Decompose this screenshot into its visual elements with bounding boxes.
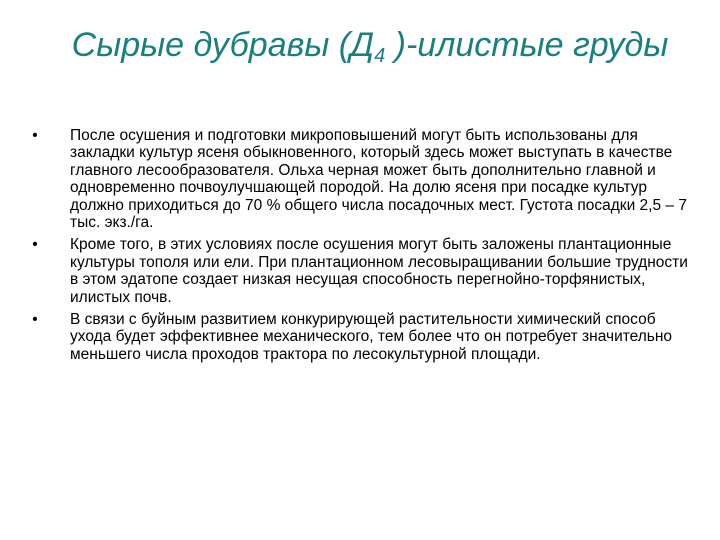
bullet-icon: • [32, 127, 38, 144]
slide-title [60, 22, 680, 68]
title-suffix: )-илистые груды [385, 26, 669, 64]
bullet-item [28, 236, 700, 306]
bullet-item [28, 311, 700, 363]
bullet-icon: • [32, 311, 38, 329]
bullet-icon: • [32, 236, 38, 254]
title-subscript: 4 [374, 45, 386, 67]
bullet-text: Кроме того, в этих условиях после осушения могут быть заложены плантационные культуры тополя или ели. При плантационном лесовыращивании большие трудности в этом эдатопе создает низкая несущая способность перегнойно-торфянистых, илистых почв. [70, 236, 688, 306]
bullet-text: После осушения и подготовки микроповышений могут быть использованы для закладки культур ясеня обыкновенного, который здесь может выступать в качестве главного лесообразователя. Ольха черная может быть дополнительно главной и одновременно почвоулучшающей породой. На долю ясеня при посадке культур должно приходиться до 70 % общего числа посадочных мест. Густота посадки 2,5 – 7 тыс. экз./га. [70, 127, 687, 232]
bullet-list [28, 127, 700, 368]
bullet-text: В связи с буйным развитием конкурирующей растительности химический способ ухода будет эффективнее механического, тем более что он потребует значительно меньшего числа проходов трактора по лесокультурной площади. [70, 311, 673, 363]
title-main: Сырые дубравы (Д [71, 26, 375, 64]
bullet-item [28, 127, 700, 231]
